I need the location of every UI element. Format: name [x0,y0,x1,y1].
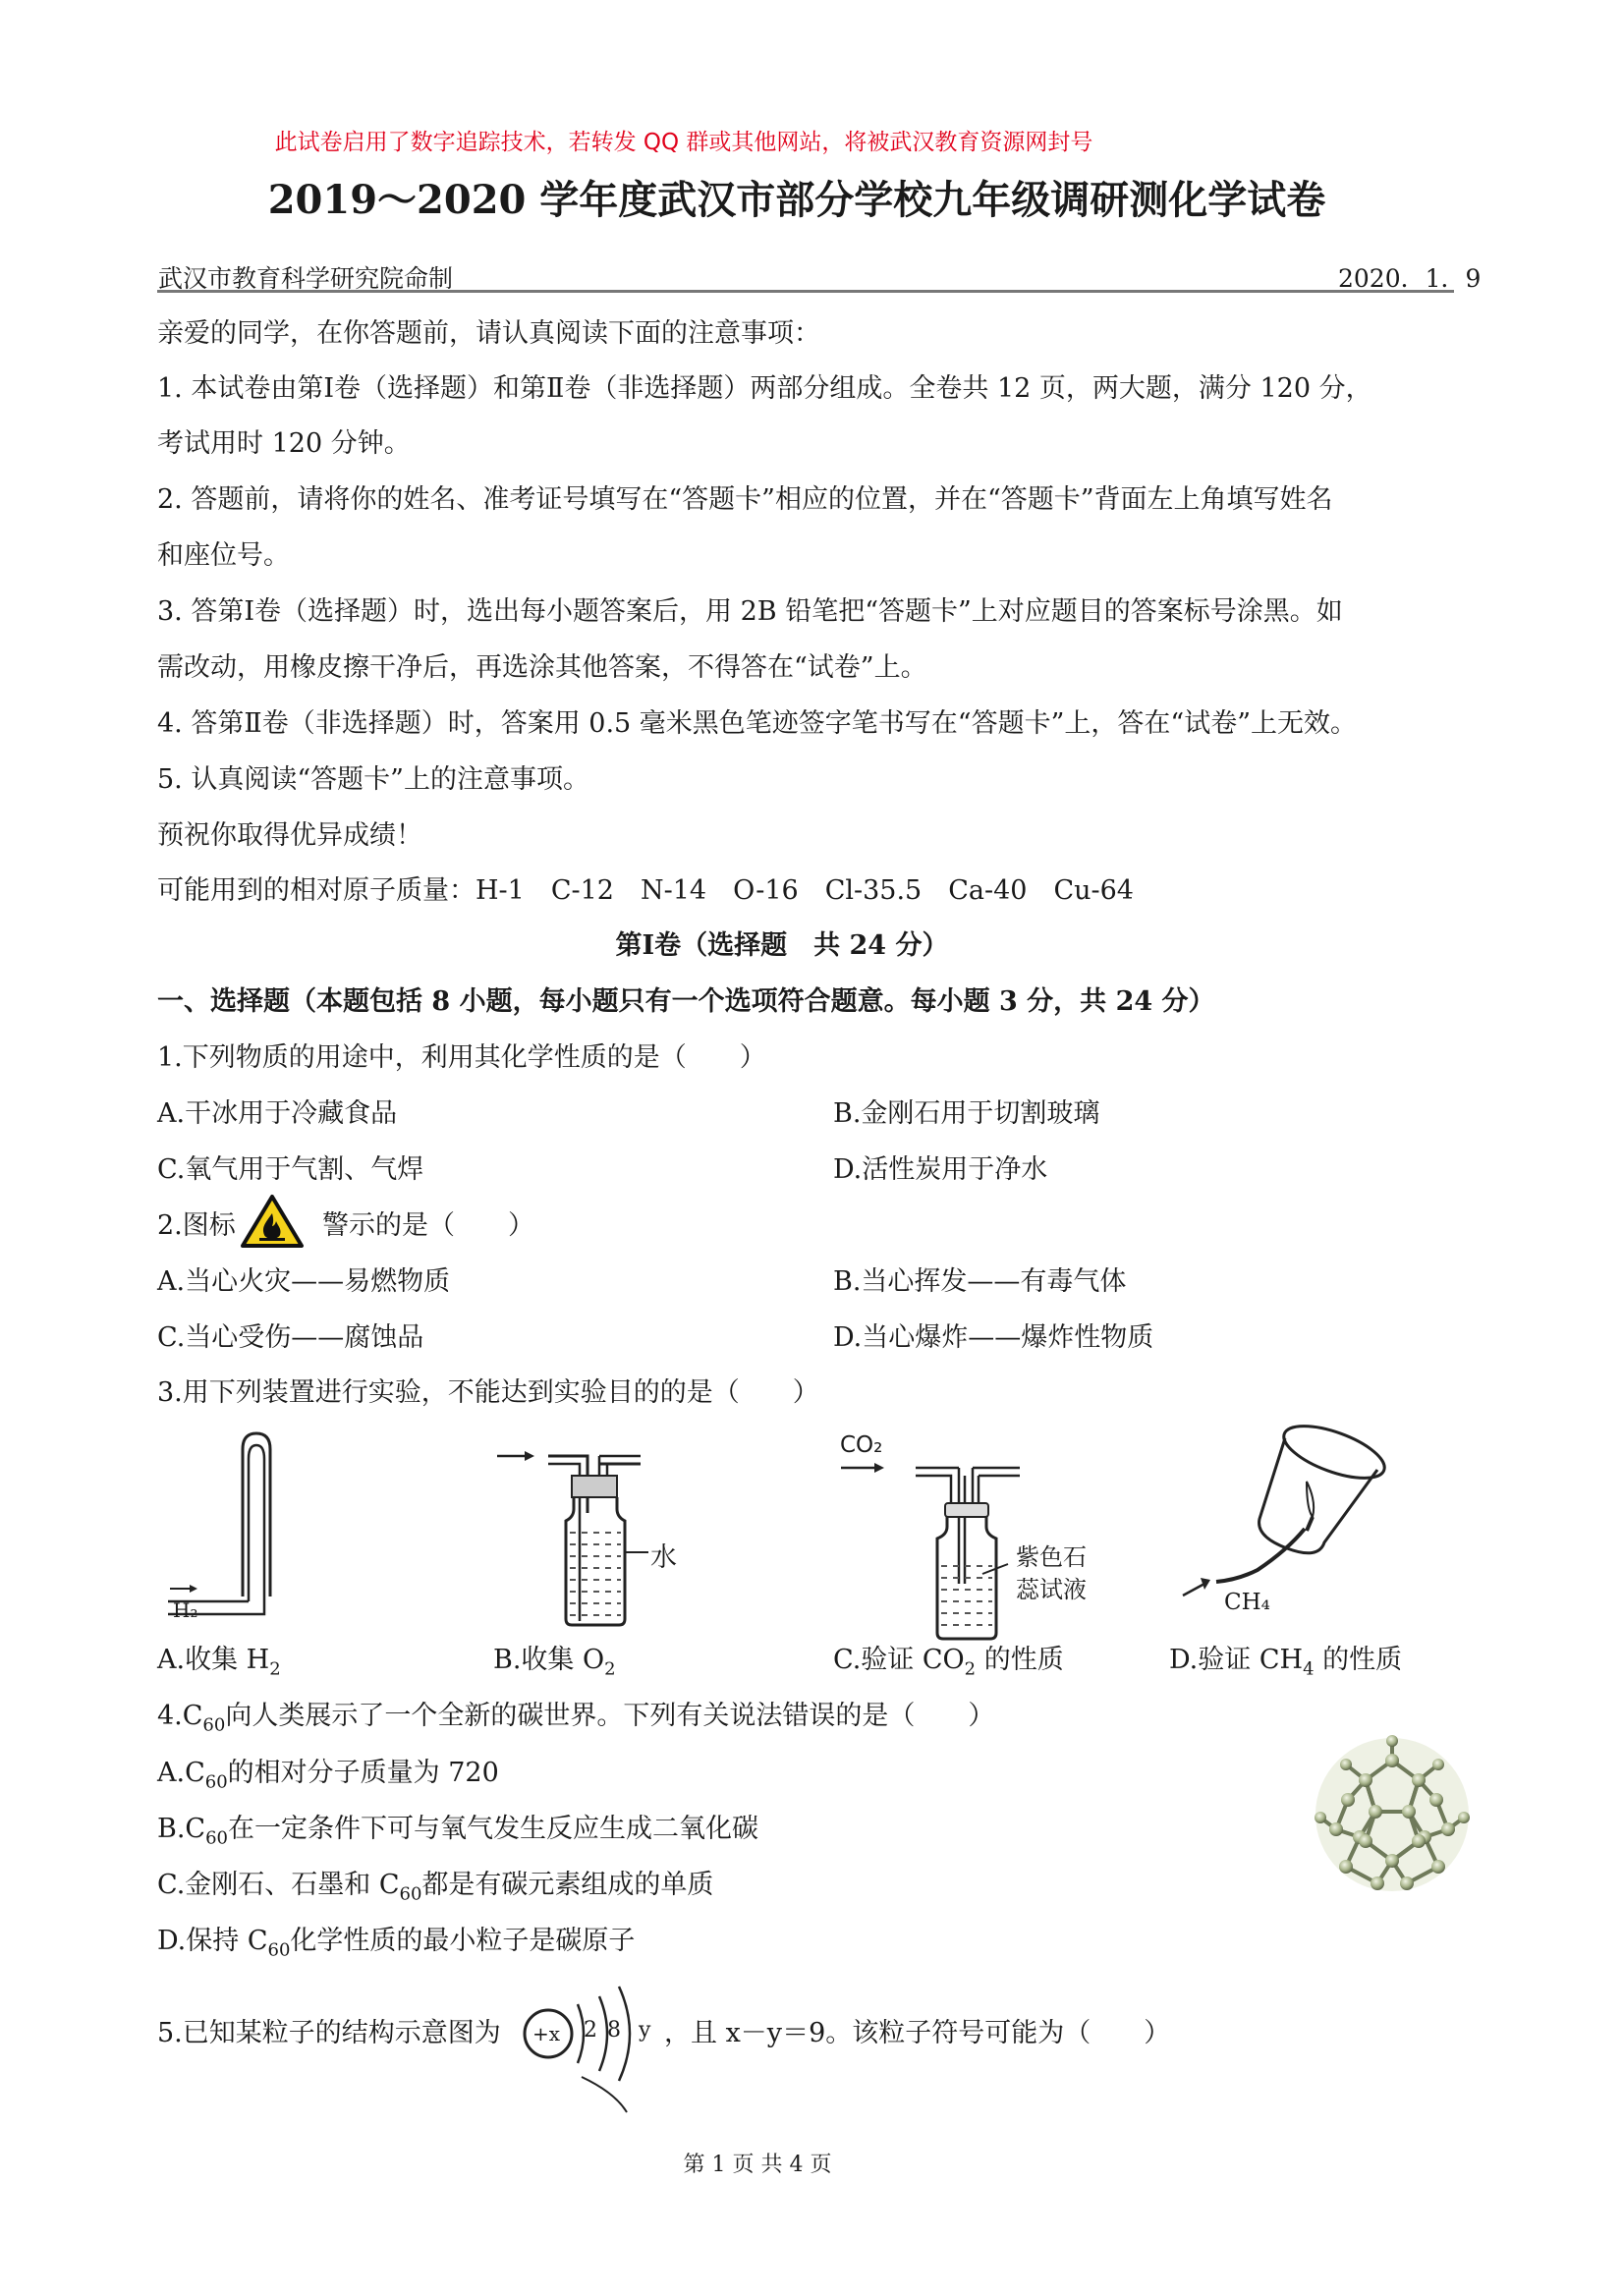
q1-option-a: A.干冰用于冷藏食品 [157,1098,398,1129]
fig-c-litmus-label-1: 紫色石 [1016,1543,1087,1571]
q4-option-b: $B.C_{60}$在一定条件下可与氧气发生反应生成二氧化碳 [157,1814,758,1849]
fig-c-litmus-label-2: 蕊试液 [1016,1576,1087,1603]
exam-date: 2020．1．9 [1338,264,1482,293]
q5-stem-post: ，且 x－y＝9。该粒子符号可能为（ ） [664,2018,1171,2048]
notice-item: 4. 答第Ⅱ卷（非选择题）时，答案用 0.5 毫米黑色笔迹签字笔书写在“答题卡”上，答在“试卷”上无效。 [157,708,1358,739]
q5-stem-pre: 5.已知某粒子的结构示意图为 [157,2018,501,2048]
atomic-masses: 可能用到的相对原子质量：H-1 C-12 N-14 O-16 Cl-35.5 Ca-40 Cu-64 [157,875,1134,906]
q2-option-a: A.当心火灾——易燃物质 [157,1266,451,1297]
shell-3-electrons: y [639,2018,651,2043]
fig-a-label: H₂ [173,1598,198,1622]
page-number: 第 1 页 共 4 页 [683,2153,832,2177]
fig-c-gas-bottle [835,1456,1032,1652]
notice-item: 和座位号。 [157,540,290,571]
q1-option-b: B.金刚石用于切割玻璃 [833,1098,1100,1129]
fig-c-gas-label: CO₂ [840,1432,883,1458]
notice-intro: 亲爱的同学，在你答题前，请认真阅读下面的注意事项： [157,318,820,349]
q2-stem-pre: 2.图标 [157,1210,236,1241]
notice-item: 2. 答题前，请将你的姓名、准考证号填写在“答题卡”相应的位置，并在“答题卡”背面左上角填写姓名 [157,484,1333,515]
fig-d-methane-burning [1169,1423,1405,1619]
nucleus-charge: +x [532,2022,561,2045]
fig-b-water-label: 水 [650,1542,677,1573]
notice-item: 需改动，用橡皮擦干净后，再选涂其他答案，不得答在“试卷”上。 [157,652,927,683]
notice-wish: 预祝你取得优异成绩！ [157,820,422,851]
issuer: 武汉市教育科学研究院命制 [158,264,454,293]
q3-caption-c: C.验证 $CO_2$ 的性质 [833,1645,1064,1680]
q2-stem-post: 警示的是（ ） [322,1210,534,1241]
notice-item: 3. 答第Ⅰ卷（选择题）时，选出每小题答案后，用 2B 铅笔把“答题卡”上对应题目的答案标号涂黑。如 [157,596,1343,627]
shell-1-electrons: 2 [584,2018,597,2043]
q3-caption-d: D.验证 $CH_4$ 的性质 [1169,1645,1403,1680]
q2-option-d: D.当心爆炸——爆炸性物质 [833,1322,1154,1353]
q1-option-c: C.氧气用于气割、气焊 [157,1154,424,1185]
q4-stem: $4.C_{60}$向人类展示了一个全新的碳世界。下列有关说法错误的是（ ） [157,1701,995,1736]
part1-heading: 第Ⅰ卷（选择题 共 24 分） [615,930,949,961]
q4-option-a: $A.C_{60}$的相对分子质量为 720 [157,1758,499,1793]
copyright-warning: 此试卷启用了数字追踪技术，若转发 QQ 群或其他网站，将被武汉教育资源网封号 [274,130,1093,155]
q3-caption-a: A.收集 $H_2$ [157,1645,281,1680]
q4-option-d: D.保持 $C_{60}$化学性质的最小粒子是碳原子 [157,1926,636,1961]
fig-d-label: CH₄ [1224,1590,1270,1615]
q1-stem: 1.下列物质的用途中，利用其化学性质的是（ ） [157,1042,766,1073]
q1-option-d: D.活性炭用于净水 [833,1154,1048,1185]
notice-item: 考试用时 120 分钟。 [157,428,411,459]
header-rule [157,290,1454,293]
exam-title: 2019～2020 学年度武汉市部分学校九年级调研测化学试卷 [267,177,1326,223]
q3-caption-b: B.收集 $O_2$ [493,1645,616,1680]
q2-option-c: C.当心受伤——腐蚀品 [157,1322,424,1353]
flammable-warning-icon [240,1194,305,1249]
q3-stem: 3.用下列装置进行实验，不能达到实验目的的是（ ） [157,1377,819,1408]
atomic-structure-diagram [517,1983,664,2120]
q4-option-c: C.金刚石、石墨和 $C_{60}$都是有碳元素组成的单质 [157,1870,714,1905]
c60-molecule-image [1309,1731,1476,1898]
notice-item: 1. 本试卷由第Ⅰ卷（选择题）和第Ⅱ卷（非选择题）两部分组成。全卷共 12 页，两大题，满分 120 分， [157,373,1372,404]
section-heading: 一、选择题（本题包括 8 小题，每小题只有一个选项符合题意。每小题 3 分，共 24 分） [157,986,1215,1017]
q2-option-b: B.当心挥发——有毒气体 [833,1266,1127,1297]
shell-2-electrons: 8 [607,2018,621,2043]
notice-item: 5. 认真阅读“答题卡”上的注意事项。 [157,764,589,795]
